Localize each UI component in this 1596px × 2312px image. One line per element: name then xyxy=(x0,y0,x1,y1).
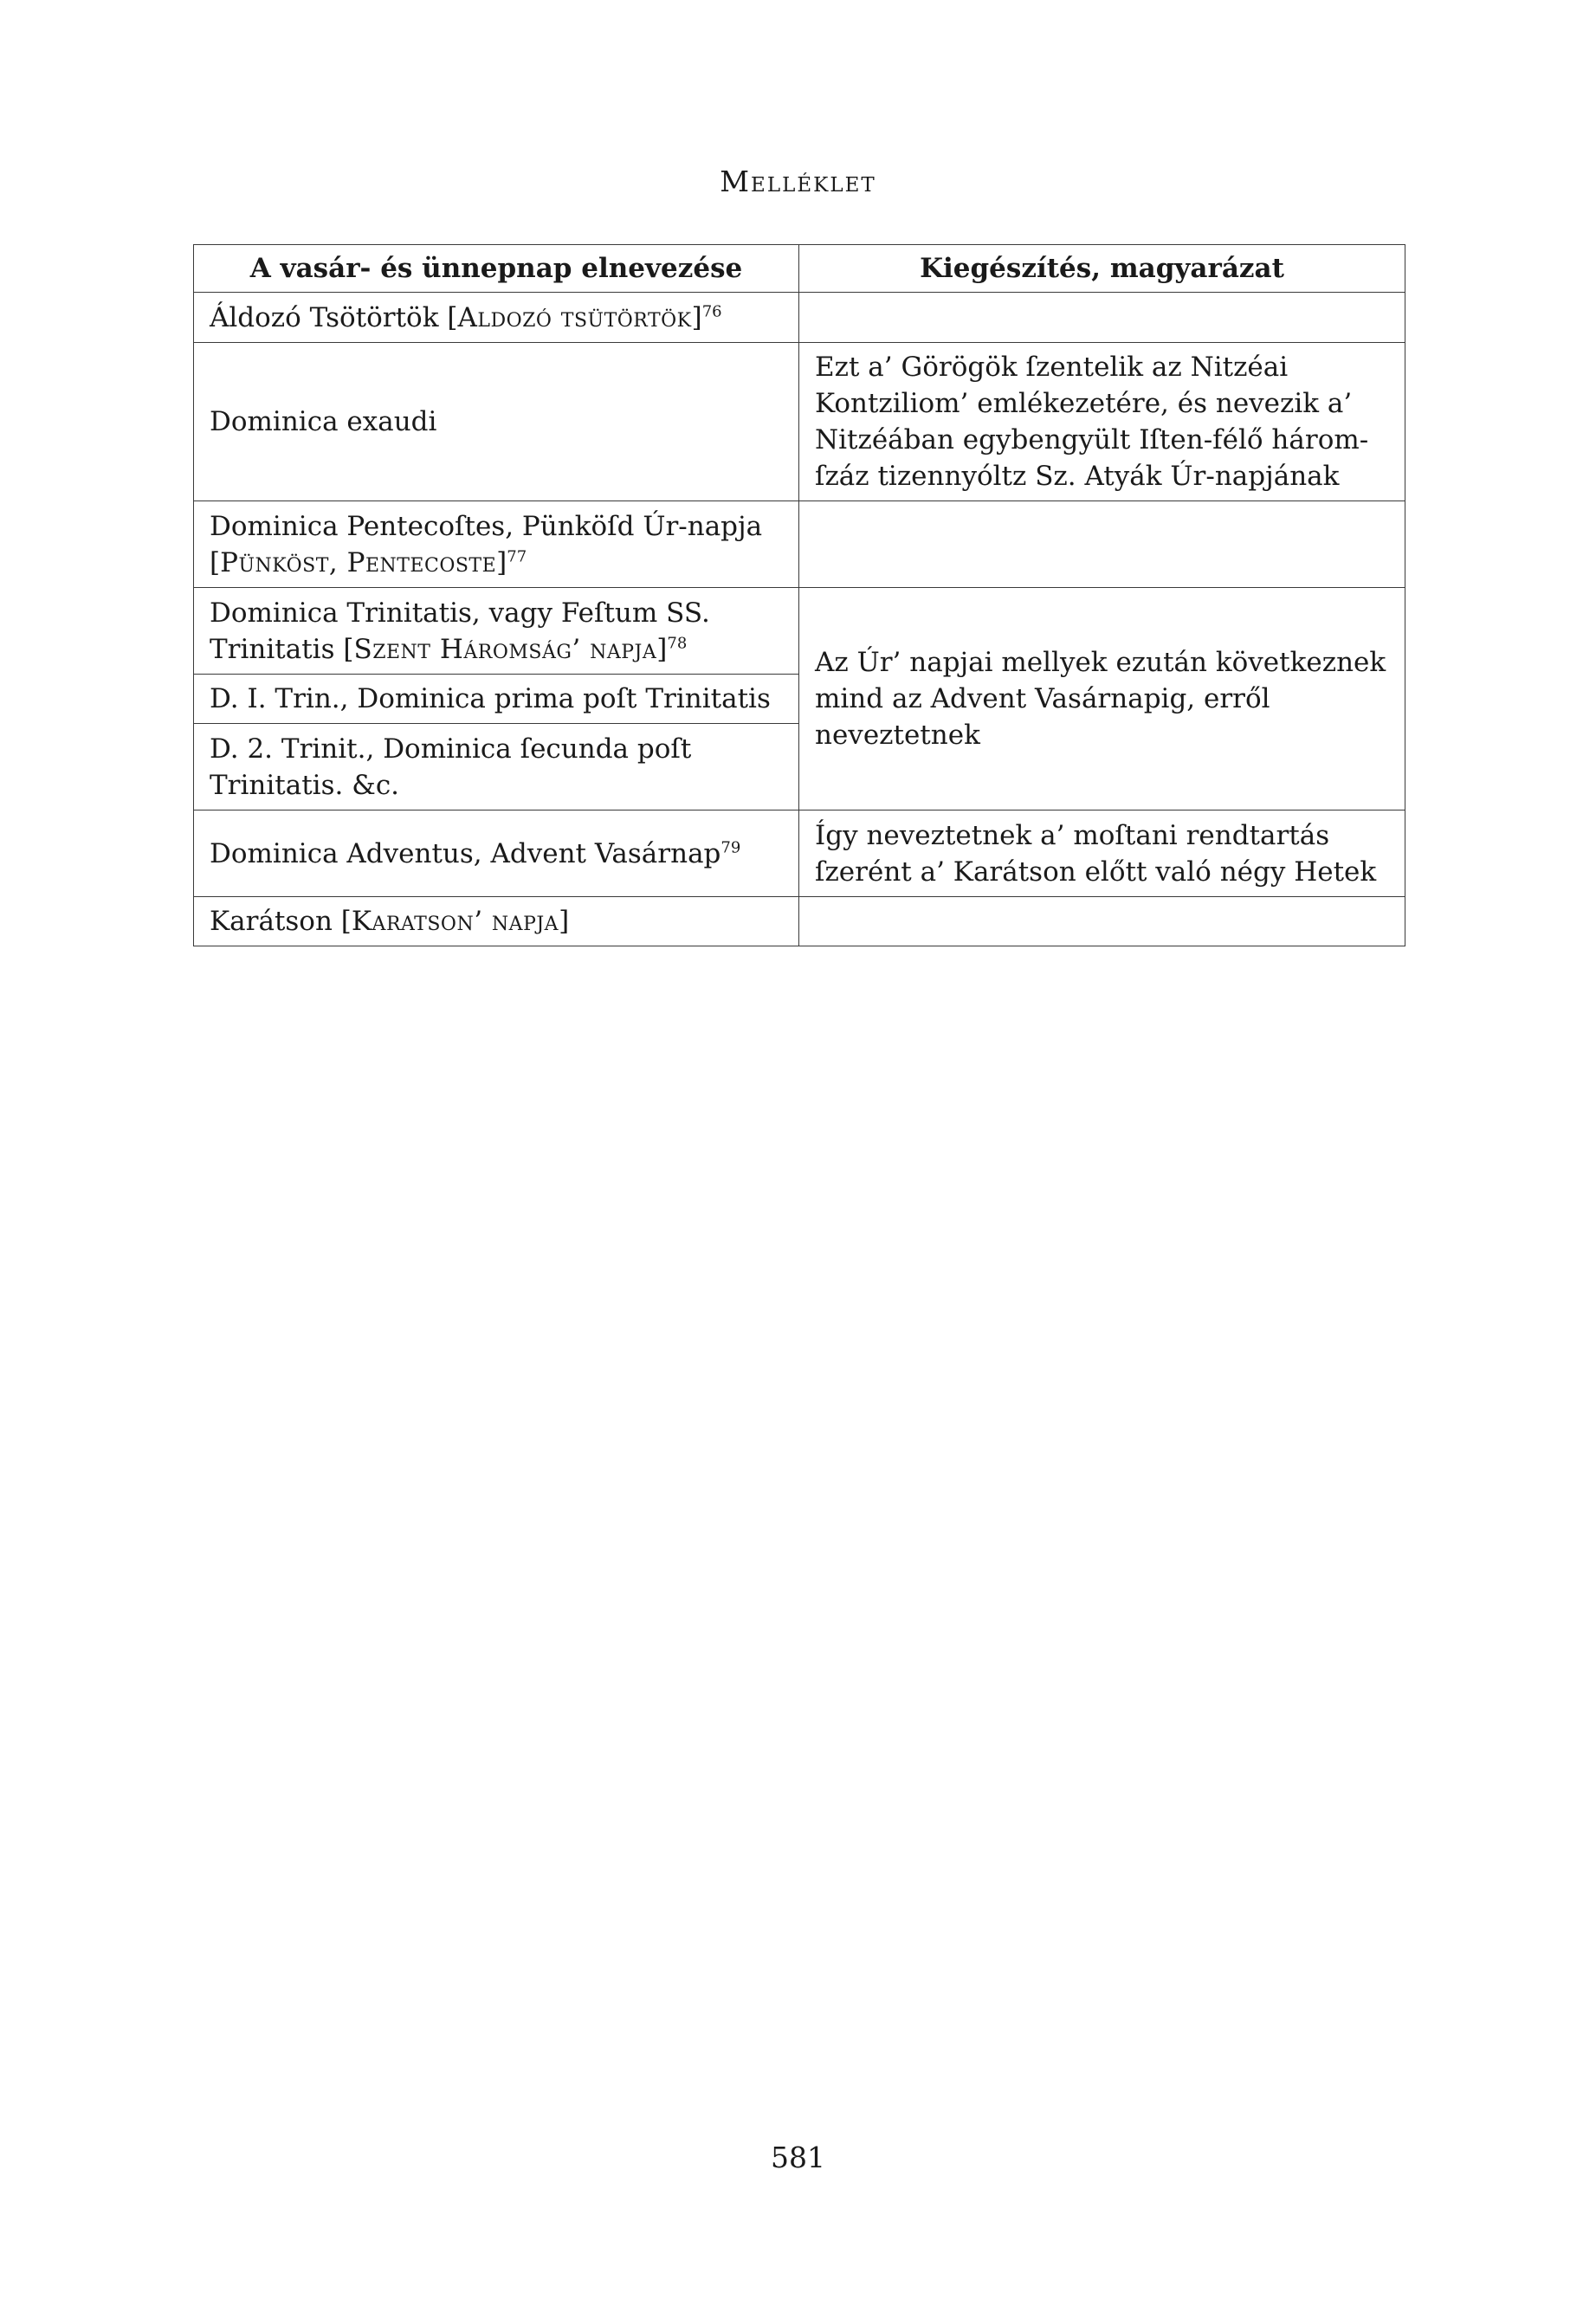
feast-name-cell: Dominica exaudi xyxy=(194,343,799,501)
footnote-ref: 79 xyxy=(720,838,741,857)
note-cell: Ezt a’ Görögök ſzentelik az Nitzéai Kontziliom’ emlékezetére, és nevezik a’ Nitzéában egybengyült Iſten-félő három-ſzáz tizennyóltz Sz. Atyák Úr-napjának xyxy=(799,343,1405,501)
note-cell xyxy=(799,293,1405,343)
column-header-name: A vasár- és ünnepnap elnevezése xyxy=(194,245,799,293)
footnote-ref: 76 xyxy=(701,302,722,321)
feast-name-cell: Dominica Pentecoſtes, Pünköſd Úr-napja [Pünköst, Pentecoste]$^{77}$ xyxy=(194,501,799,588)
column-header-note: Kiegészítés, magyarázat xyxy=(799,245,1405,293)
table-row xyxy=(194,343,1405,501)
appendix-table xyxy=(193,244,1405,946)
note-cell xyxy=(799,897,1405,946)
merged-note-cell: Az Úr’ napjai mellyek ezután következnek mind az Advent Vasárnapig, erről neveztetnek xyxy=(799,588,1405,810)
feast-name-cell: Karátson [Karatson’ napja] xyxy=(194,897,799,946)
footnote-ref: 78 xyxy=(667,634,688,653)
table-row xyxy=(194,897,1405,946)
feast-name-cell: D. 2. Trinit., Dominica ſecunda poſt Trinitatis. &c. xyxy=(194,724,799,810)
feast-name-cell: Áldozó Tsötörtök [Aldozó tsütörtök]$^{76}$ xyxy=(194,293,799,343)
feast-name-cell: Dominica Adventus, Advent Vasárnap$^{79}$ xyxy=(194,810,799,897)
note-cell xyxy=(799,501,1405,588)
feast-name-cell: Dominica Trinitatis, vagy Feſtum SS. Trinitatis [Szent Háromság’ napja]$^{78}$ xyxy=(194,588,799,675)
page-number: 581 xyxy=(771,2141,825,2174)
table-row xyxy=(194,501,1405,588)
table-row xyxy=(194,588,1405,675)
footnote-ref: 77 xyxy=(507,547,527,566)
note-cell: Így neveztetnek a’ moſtani rendtartás ſzerént a’ Karátson előtt való négy Hetek xyxy=(799,810,1405,897)
table-header-row xyxy=(194,245,1405,293)
table-row xyxy=(194,810,1405,897)
running-head: Melléklet xyxy=(720,165,876,198)
table-row xyxy=(194,293,1405,343)
feast-name-cell: D. I. Trin., Dominica prima poſt Trinitatis xyxy=(194,675,799,724)
